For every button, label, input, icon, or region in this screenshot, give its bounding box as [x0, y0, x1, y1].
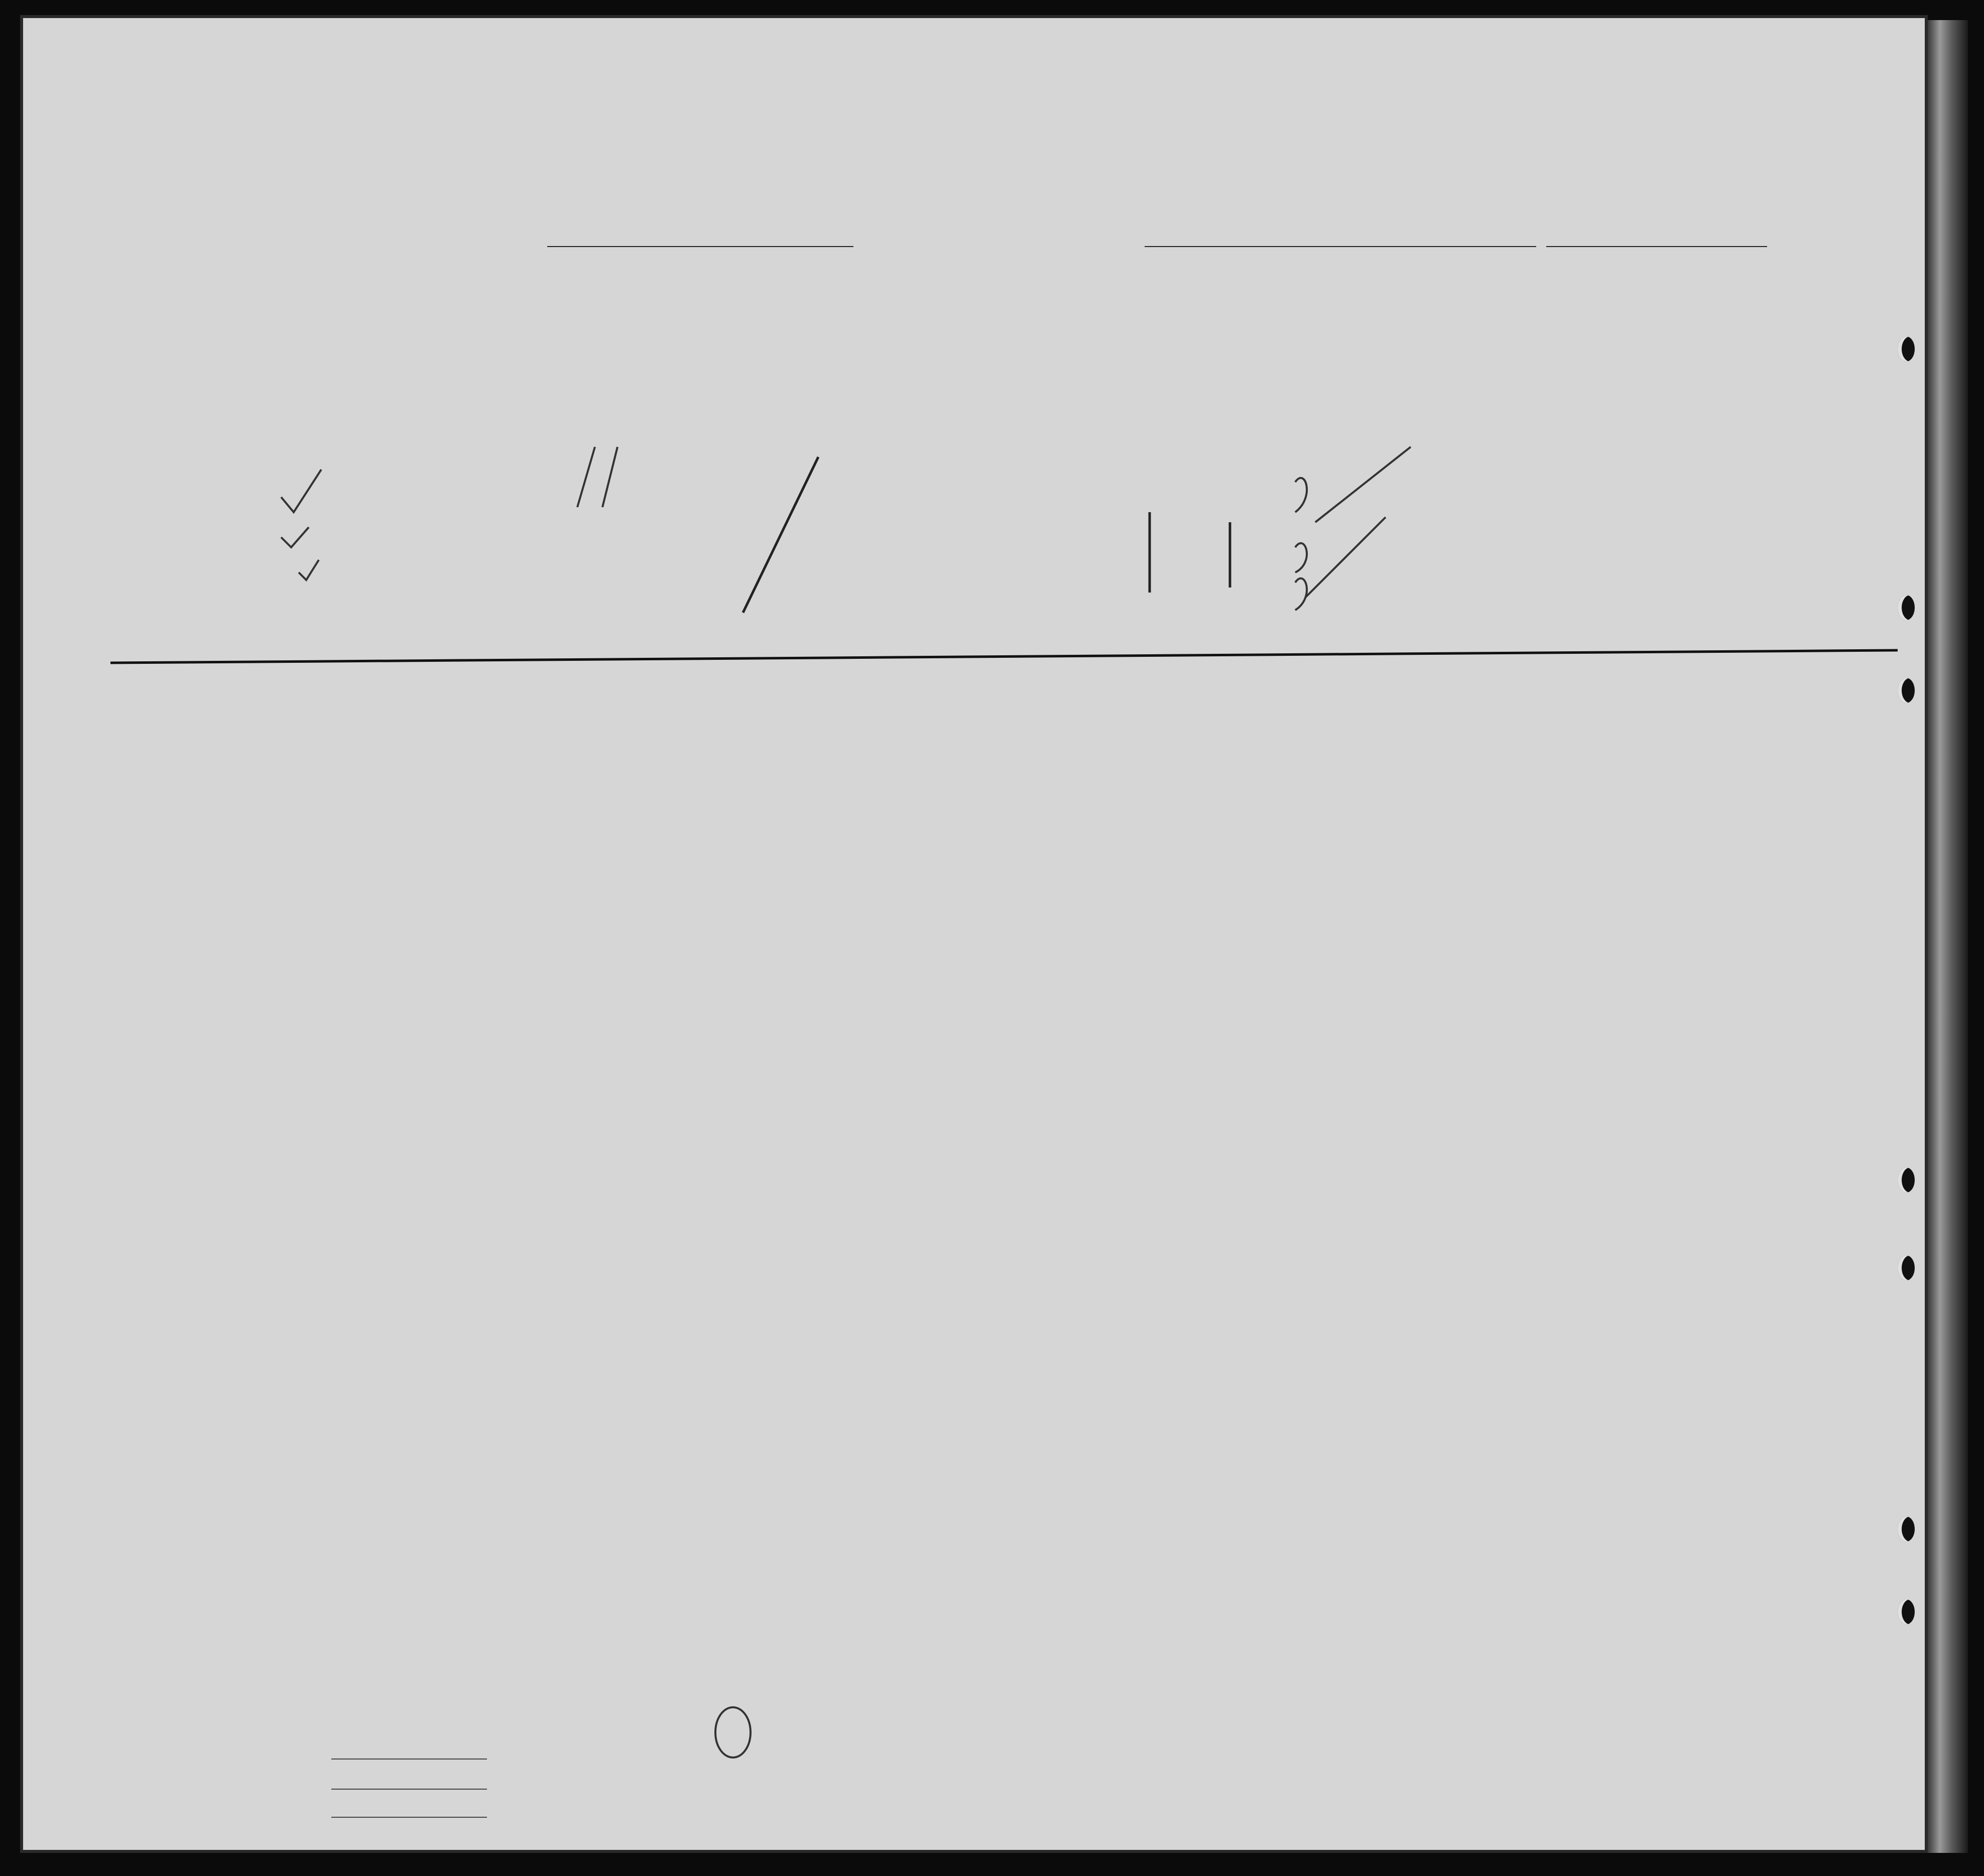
binder-hole	[1898, 595, 1915, 620]
strike-read-icon	[743, 457, 818, 613]
tick-sex-icon	[602, 447, 617, 507]
binder-hole	[1898, 678, 1915, 703]
total-passengers-line	[331, 1758, 487, 1760]
tick-visa-icon	[1315, 447, 1411, 522]
check-icon	[281, 527, 309, 547]
aliens-line	[331, 1817, 487, 1818]
us-citizens-line	[331, 1789, 487, 1790]
check-marks	[20, 15, 1928, 1853]
stamp-circle-icon	[715, 1707, 751, 1757]
binder-hole	[1898, 1255, 1915, 1280]
binder-hole	[1898, 1516, 1915, 1542]
p-mark-icon	[1295, 543, 1307, 572]
binder-hole	[1898, 1599, 1915, 1624]
p-mark-icon	[1295, 578, 1307, 610]
tick-visa-icon-2	[1305, 517, 1386, 598]
manifest-sheet	[20, 15, 1928, 1853]
tick-age-icon	[577, 447, 595, 507]
check-icon	[299, 560, 319, 580]
page-edge	[1928, 20, 1968, 1853]
strike-row-5-line	[110, 650, 1898, 663]
binder-hole	[1898, 1167, 1915, 1193]
p-mark-icon	[1295, 478, 1307, 512]
check-icon	[281, 470, 321, 512]
binder-hole	[1898, 336, 1915, 362]
